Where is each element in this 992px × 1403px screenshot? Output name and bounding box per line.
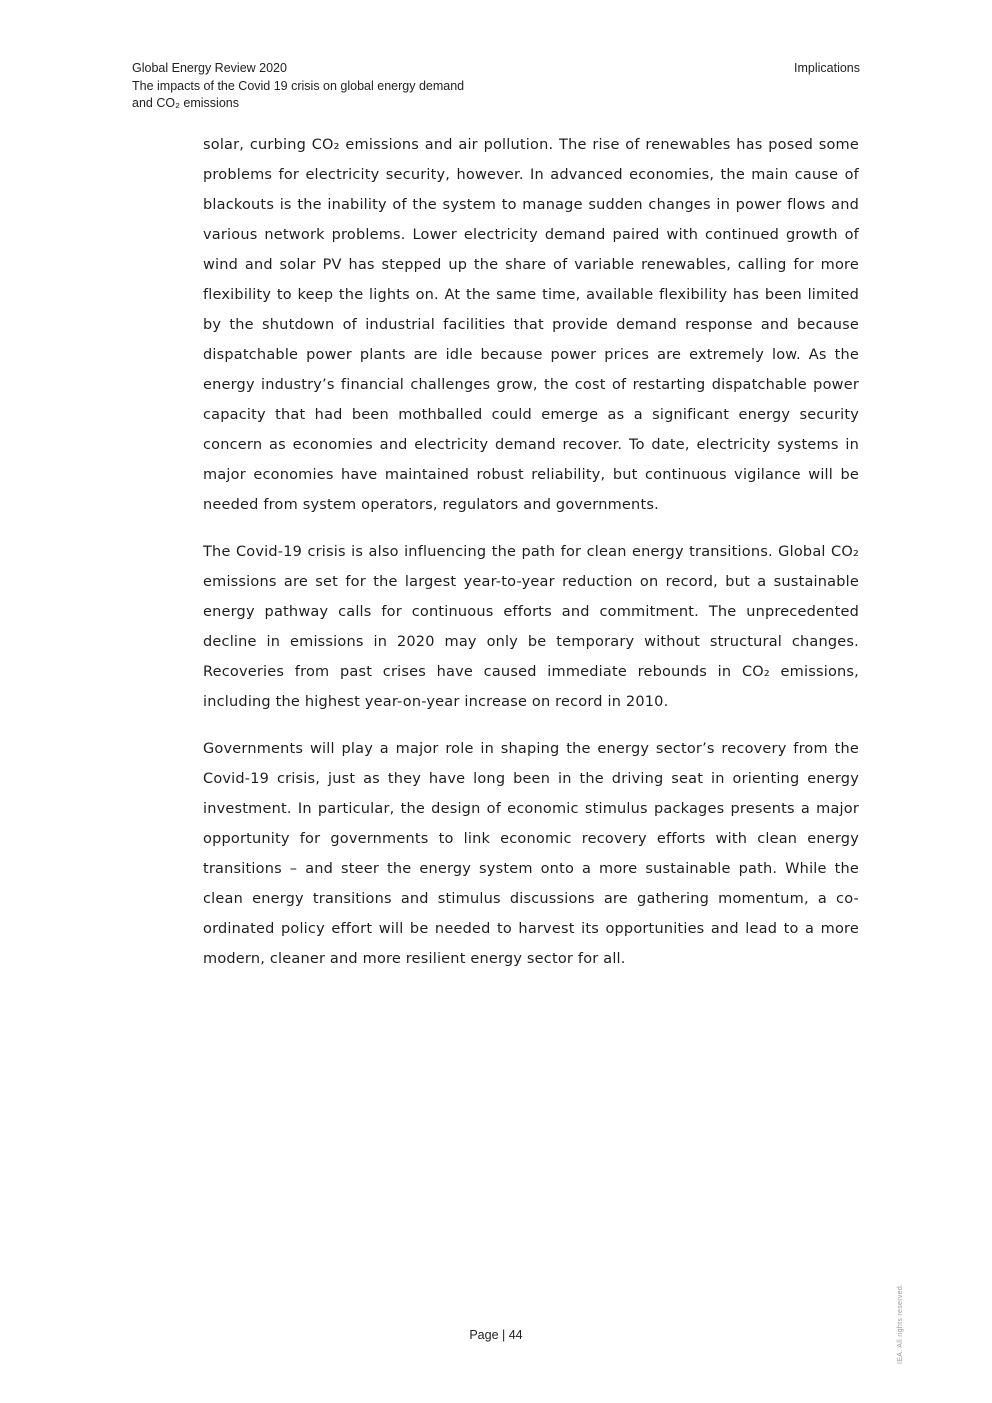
paragraph-electricity-security: solar, curbing CO₂ emissions and air pollution. The rise of renewables has posed some problems for electricity security, however. In advanced economies, the main cause of blackouts is the inability of the system to manage sudden changes in power flows and various network problems. Lower electricity demand paired with continued growth of wind and solar PV has stepped up the share of variable renewables, calling for more flexibility to keep the lights on. At the same time, available flexibility has been limited by the shutdown of industrial facilities that provide demand response and because dispatchable power plants are idle because power prices are extremely low. As the energy industry’s financial challenges grow, the cost of restarting dispatchable power capacity that had been mothballed could emerge as a significant energy security concern as economies and electricity demand recover. To date, electricity systems in major economies have maintained robust reliability, but continuous vigilance will be needed from system operators, regulators and governments. [203,137,859,513]
report-subtitle-line-2: and CO₂ emissions [132,96,239,110]
rights-notice: IEA. All rights reserved. [897,1283,904,1364]
page-number: Page | 44 [469,1328,523,1342]
body-text [203,130,859,991]
paragraph-government-role: Governments will play a major role in shaping the energy sector’s recovery from the Covid-19 crisis, just as they have long been in the driving seat in orienting energy investment. In particular, the design of economic stimulus packages presents a major opportunity for governments to link economic recovery efforts with clean energy transitions – and steer the energy system onto a more sustainable path. While the clean energy transitions and stimulus discussions are gathering momentum, a co-ordinated policy effort will be needed to harvest its opportunities and lead to a more modern, cleaner and more resilient energy sector for all. [203,741,859,967]
report-subtitle-line-1: The impacts of the Covid 19 crisis on global energy demand [132,78,465,93]
section-name: Implications [794,61,860,75]
paragraph-clean-energy-transitions: The Covid-19 crisis is also influencing the path for clean energy transitions. Global CO₂ emissions are set for the largest year-to-year reduction on record, but a sustainable energy pathway calls for continuous efforts and commitment. The unprecedented decline in emissions in 2020 may only be temporary without structural changes. Recoveries from past crises have caused immediate rebounds in CO₂ emissions, including the highest year-on-year increase on record in 2010. [203,544,859,710]
report-title: Global Energy Review 2020 [132,61,287,75]
running-header [132,60,464,113]
